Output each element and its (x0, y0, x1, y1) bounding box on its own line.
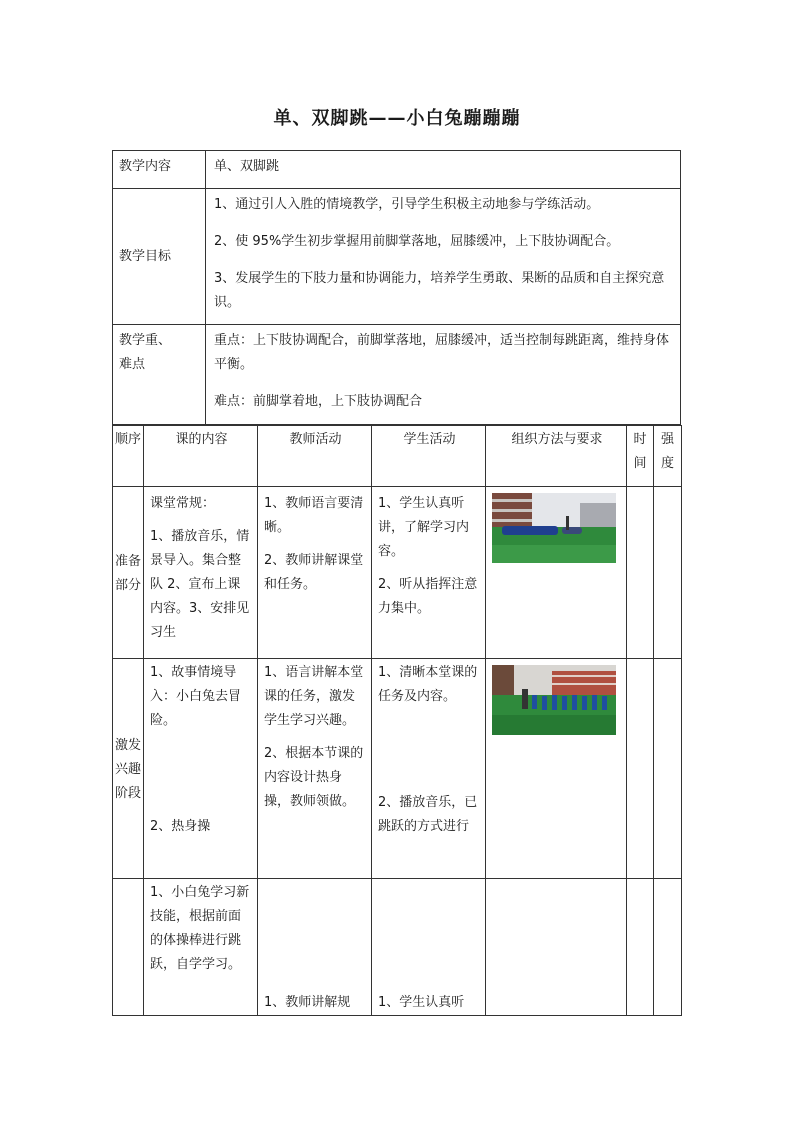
table-row (113, 487, 682, 659)
content-line: 1、播放音乐，情景导入。集合整队 2、宣布上课内容。3、安排见习生 (150, 529, 250, 640)
student-line: 1、学生认真听 (378, 995, 465, 1010)
table-row (113, 659, 682, 879)
time-cell (627, 487, 654, 659)
lesson-info-table (112, 150, 681, 425)
class-photo-gathering (492, 493, 616, 563)
student-cell (372, 879, 486, 1016)
page-title: 单、双脚跳——小白兔蹦蹦蹦 (273, 108, 521, 129)
content-value: 单、双脚跳 (206, 151, 681, 189)
goals-cell (206, 189, 681, 325)
content-line: 1、小白兔学习新技能，根据前面的体操棒进行跳跃，自学学习。 (150, 885, 250, 972)
header-student: 学生活动 (372, 426, 486, 487)
content-line: 1、故事情境导入：小白兔去冒险。 (150, 665, 242, 728)
keypoints-cell (206, 325, 681, 425)
teacher-line: 2、根据本节课的内容设计热身操，教师领做。 (264, 746, 364, 809)
header-content: 课的内容 (144, 426, 258, 487)
organization-cell (486, 487, 627, 659)
header-time: 时间 (627, 426, 654, 487)
student-line: 2、播放音乐，已跳跃的方式进行 (378, 795, 478, 834)
student-line: 1、学生认真听讲，了解学习内容。 (378, 496, 470, 559)
content-cell (144, 487, 258, 659)
header-intensity: 强度 (654, 426, 682, 487)
header-row (113, 426, 682, 487)
content-line: 课堂常规： (150, 496, 216, 511)
goals-label: 教学目标 (113, 189, 206, 325)
student-cell (372, 487, 486, 659)
goal-1: 1、通过引人入胜的情境教学，引导学生积极主动地参与学练活动。 (214, 197, 600, 212)
time-cell (627, 659, 654, 879)
goal-3: 3、发展学生的下肢力量和协调能力，培养学生勇敢、果断的品质和自主探究意识。 (214, 271, 665, 310)
teacher-cell (258, 487, 372, 659)
teacher-line: 2、教师讲解课堂和任务。 (264, 553, 364, 592)
info-row-keypoints (113, 325, 681, 425)
table-row (113, 879, 682, 1016)
phase-cell (113, 879, 144, 1016)
time-cell (627, 879, 654, 1016)
intensity-cell (654, 487, 682, 659)
content-cell (144, 879, 258, 1016)
header-teacher: 教师活动 (258, 426, 372, 487)
student-line: 1、清晰本堂课的任务及内容。 (378, 665, 478, 704)
student-line: 2、听从指挥注意力集中。 (378, 577, 478, 616)
organization-cell (486, 879, 627, 1016)
intensity-cell (654, 659, 682, 879)
content-label: 教学内容 (113, 151, 206, 189)
key-point: 重点：上下肢协调配合，前脚掌落地，屈膝缓冲，适当控制每跳距离，维持身体平衡。 (214, 333, 670, 372)
keypoints-label (113, 325, 206, 425)
organization-cell (486, 659, 627, 879)
teacher-line: 1、教师语言要清晰。 (264, 496, 364, 535)
content-line: 2、热身操 (150, 819, 211, 834)
teacher-line: 1、教师讲解规 (264, 995, 351, 1010)
difficulty: 难点：前脚掌着地，上下肢协调配合 (214, 394, 423, 409)
class-photo-warmup (492, 665, 616, 735)
content-cell (144, 659, 258, 879)
teacher-cell (258, 659, 372, 879)
student-cell (372, 659, 486, 879)
intensity-cell (654, 879, 682, 1016)
teacher-cell (258, 879, 372, 1016)
info-row-goals (113, 189, 681, 325)
phase-cell: 准备部分 (113, 487, 144, 659)
goal-2: 2、使 95%学生初步掌握用前脚掌落地，屈膝缓冲，上下肢协调配合。 (214, 234, 620, 249)
header-organization: 组织方法与要求 (486, 426, 627, 487)
keypoints-label-line2: 难点 (119, 357, 146, 372)
phase-cell: 激发兴趣阶段 (113, 659, 144, 879)
header-order: 顺序 (113, 426, 144, 487)
teacher-line: 1、语言讲解本堂课的任务，激发学生学习兴趣。 (264, 665, 364, 728)
keypoints-label-line1: 教学重、 (119, 333, 172, 348)
info-row-content (113, 151, 681, 189)
lesson-plan-table (112, 425, 682, 1016)
